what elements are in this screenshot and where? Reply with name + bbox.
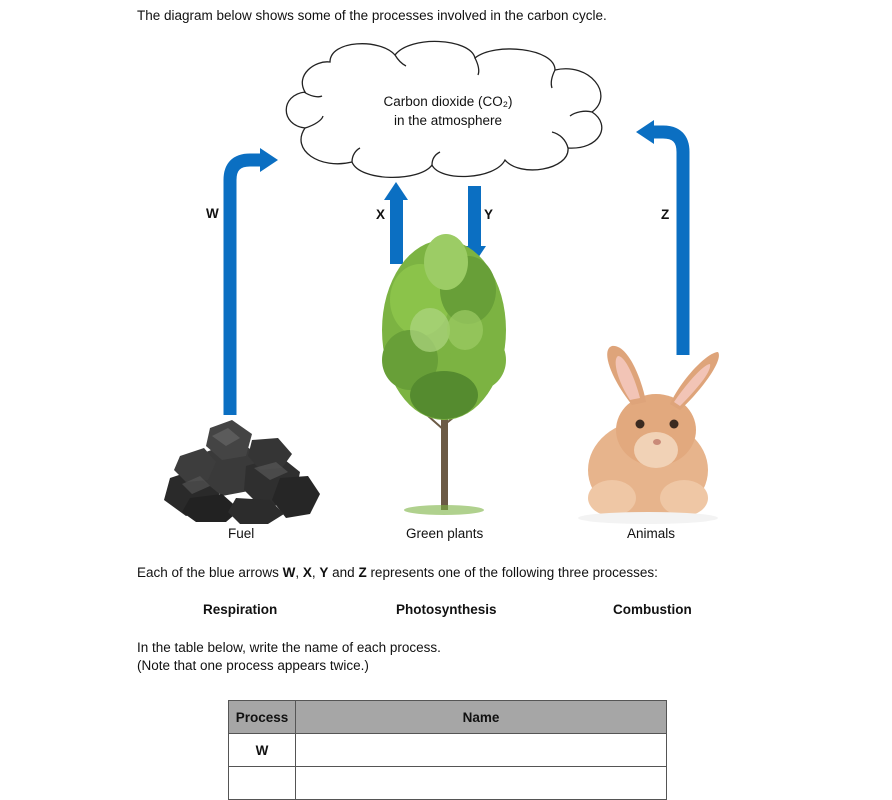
instructions-line2: (Note that one process appears twice.) (137, 658, 369, 673)
arrow-label-y: Y (484, 207, 494, 222)
arrow-w (230, 148, 278, 415)
table-row (229, 734, 667, 767)
arrow-label-x: X (376, 207, 386, 222)
processes-intro-after: represents one of the following three processes: (366, 565, 658, 580)
cloud-label-line1: Carbon dioxide (CO₂) (383, 94, 513, 109)
intro-text: The diagram below shows some of the processes involved in the carbon cycle. (137, 8, 607, 23)
row-name-next-input[interactable] (296, 767, 667, 800)
processes-intro (137, 564, 658, 582)
header-process: Process (229, 701, 296, 734)
table-header-row (229, 701, 667, 734)
processes-intro-w: W (282, 565, 296, 580)
processes-intro-sep2: , (311, 565, 320, 580)
row-process-w: W (229, 734, 296, 767)
caption-fuel: Fuel (228, 526, 255, 541)
row-name-w-input[interactable] (296, 734, 667, 767)
row-process-next (229, 767, 296, 800)
header-name: Name (296, 701, 667, 734)
processes-intro-y: Y (319, 565, 329, 580)
process-photosynthesis: Photosynthesis (396, 602, 497, 617)
processes-intro-before: Each of the blue arrows (137, 565, 283, 580)
cloud-label-line2: in the atmosphere (393, 113, 503, 128)
table-row-partial (229, 767, 667, 800)
processes-intro-z: Z (358, 565, 367, 580)
process-name-table (228, 700, 667, 800)
instructions-line1: In the table below, write the name of each process. (137, 640, 441, 655)
caption-green-plants: Green plants (406, 526, 484, 541)
processes-intro-and: and (328, 565, 359, 580)
processes-intro-sep1: , (295, 565, 303, 580)
coal-illustration (164, 420, 320, 524)
tree-illustration (382, 234, 506, 515)
process-respiration: Respiration (203, 602, 278, 617)
arrow-label-z: Z (661, 207, 670, 222)
caption-animals: Animals (627, 526, 676, 541)
arrow-z (636, 120, 683, 355)
arrow-label-w: W (206, 206, 219, 221)
arrow-x (384, 182, 408, 264)
processes-intro-x: X (302, 565, 312, 580)
process-combustion: Combustion (613, 602, 692, 617)
rabbit-illustration (578, 346, 719, 524)
